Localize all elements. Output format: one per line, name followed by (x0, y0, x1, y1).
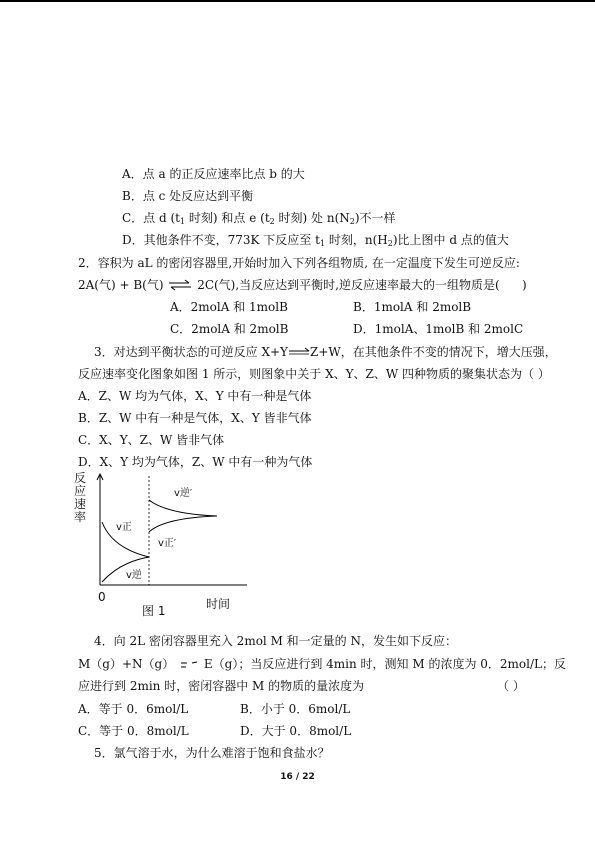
v-forward-prime-curve (149, 500, 217, 516)
q3-stem-line2: 反应速率变化图象如图 1 所示，则图象中关于 X、Y、Z、W 四种物质的聚集状态为（ ） (78, 367, 550, 381)
figure-1-rate-time-graph (72, 470, 262, 620)
v-reverse-prime-curve (149, 516, 217, 532)
q4-option-d: D．大于 0．8mol/L (240, 724, 352, 738)
x-axis-label: 时间 (206, 597, 231, 611)
y-axis-label: 反 应 速 率 (74, 471, 87, 524)
equilibrium-arrow-icon (178, 659, 200, 669)
q2-stem: 2．容积为 aL 的密闭容器里,开始时加入下列各组物质, 在一定温度下发生可逆反应: (78, 256, 520, 270)
q3-option-c: C．X、Y、Z、W 皆非气体 (78, 433, 225, 447)
q1-option-a: A．点 a 的正反应速率比点 b 的大 (122, 167, 305, 181)
q4-answer-paren: （ ） (497, 679, 525, 693)
q3-option-a: A．Z、W 均为气体，X、Y 中有一种是气体 (78, 389, 312, 403)
v-reverse-prime-label: v逆′ (174, 488, 193, 499)
q4-equation: M（g）+N（g） E（g）；当反应进行到 4min 时，测知 M 的浓度为 0．2mol/L；反 (78, 657, 566, 671)
q1-option-b: B．点 c 处反应达到平衡 (122, 189, 254, 203)
q2-option-a: A．2molA 和 1molB (170, 300, 288, 314)
equilibrium-arrow-icon (167, 279, 193, 291)
q4-option-a: A．等于 0．6mol/L (78, 702, 189, 716)
q4-option-b: B．小于 0．6mol/L (240, 702, 351, 716)
q2-answer-paren: ) (522, 278, 527, 292)
v-forward-label: v正 (116, 522, 132, 533)
q4-stem: 4．向 2L 密闭容器里充入 2mol M 和一定量的 N，发生如下反应： (94, 634, 457, 648)
equilibrium-arrow-icon (288, 347, 310, 357)
q5-stem: 5．氯气溶于水，为什么难溶于饱和食盐水？ (94, 746, 330, 760)
v-reverse-label: v逆 (126, 570, 142, 581)
q1-option-c: C．点 d ($t_1$ 时刻) 和点 e ($t_2$ 时刻) 处 $n(N_2)$不一样 (122, 211, 396, 226)
q3-option-d: D．X、Y 均为气体，Z、W 中有一种为气体 (78, 455, 313, 469)
origin-label: 0 (98, 590, 106, 604)
q2-option-d: D．1molA、1molB 和 2molC (353, 322, 524, 336)
q2-equation: 2A(气) + B(气) 2C(气),当反应达到平衡时,逆反应速率最大的一组物质是( (78, 278, 500, 292)
q1-option-d: D．其他条件不变，773K 下反应至 $t_1$ 时刻，$n(H_2)$比上图中 d 点的值大 (122, 233, 509, 248)
q3-stem-line1: 3．对达到平衡状态的可逆反应 X+Y Z+W，在其他条件不变的情况下，增大压强， (94, 345, 557, 359)
page-number: 16 / 22 (280, 772, 315, 782)
top-rule (0, 0, 595, 2)
q2-option-b: B．1molA 和 2molB (353, 300, 472, 314)
v-forward-prime-label: v正′ (158, 538, 177, 549)
figure-caption: 图 1 (142, 604, 166, 618)
q4-line3: 应进行到 2min 时，密闭容器中 M 的物质的量浓度为 (78, 679, 365, 693)
q3-option-b: B．Z、W 中有一种是气体，X、Y 皆非气体 (78, 411, 312, 425)
q2-option-c: C．2molA 和 2molB (170, 322, 289, 336)
q4-option-c: C．等于 0．8mol/L (78, 724, 189, 738)
